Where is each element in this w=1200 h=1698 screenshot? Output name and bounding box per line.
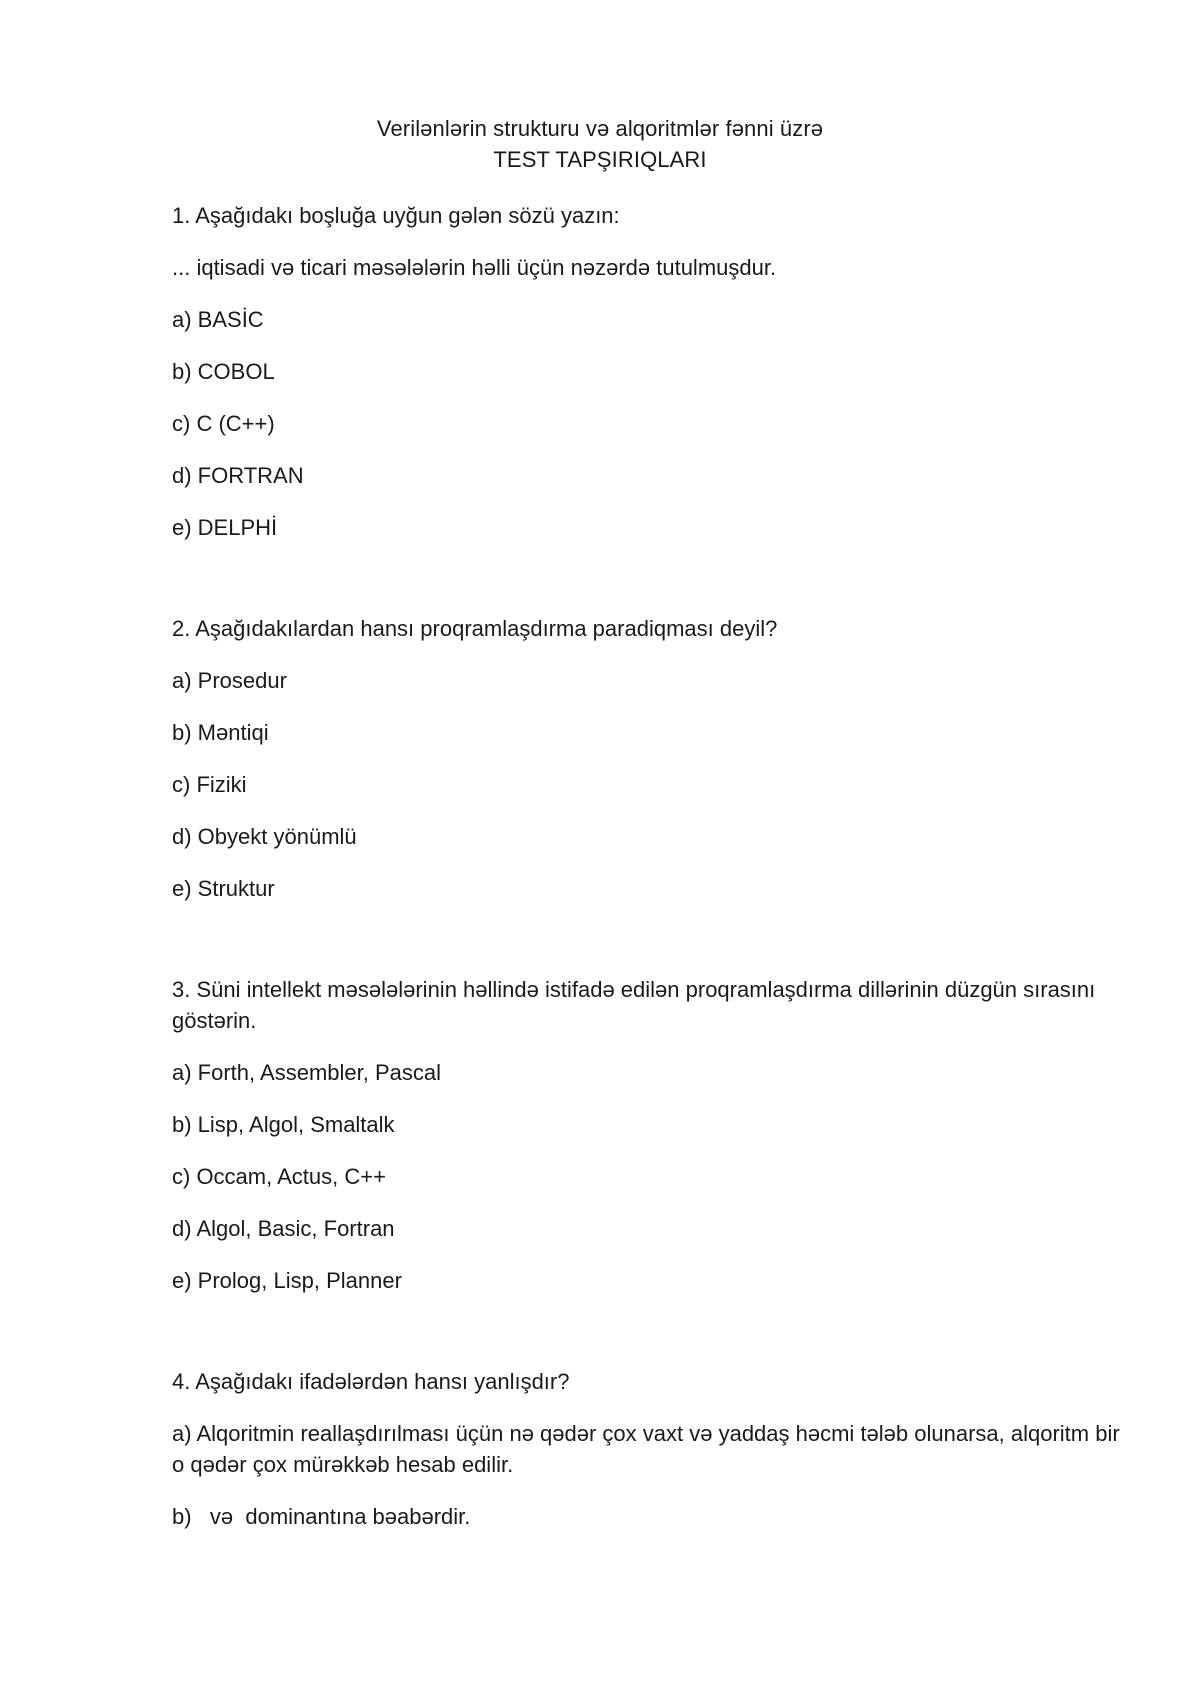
- document-title: Verilənlərin strukturu və alqoritmlər fənni üzrə: [376, 116, 824, 141]
- answer-option: c) Fiziki: [172, 772, 247, 797]
- answer-option: d) FORTRAN: [172, 463, 304, 488]
- answer-option: b) və dominantına bəabərdir.: [172, 1504, 471, 1529]
- question-text: 1. Aşağıdakı boşluğa uyğun gələn sözü yazın:: [172, 203, 620, 228]
- answer-option: a) Forth, Assembler, Pascal: [172, 1060, 441, 1085]
- answer-option: e) DELPHİ: [172, 515, 278, 540]
- answer-option: c) C (C++): [172, 411, 275, 436]
- question-text: 4. Aşağıdakı ifadələrdən hansı yanlışdır?: [172, 1369, 570, 1394]
- answer-option: a) Alqoritmin reallaşdırılması üçün nə qədər çox vaxt və yaddaş həcmi tələb olunarsa, alqoritm bir o qədər çox mürəkkəb hesab edilir.: [172, 1421, 1120, 1477]
- answer-option: b) Məntiqi: [172, 720, 269, 745]
- answer-option: b) Lisp, Algol, Smaltalk: [172, 1112, 395, 1137]
- answer-option: a) Prosedur: [172, 668, 287, 693]
- answer-option: e) Prolog, Lisp, Planner: [172, 1268, 402, 1293]
- answer-option: e) Struktur: [172, 876, 275, 901]
- question-block-3: [172, 974, 1132, 1296]
- question-block-1: [172, 200, 1132, 543]
- spacer: [172, 564, 1132, 613]
- test-content: [172, 200, 1132, 1553]
- question-text: 3. Süni intellekt məsələlərinin həllində istifadə edilən proqramlaşdırma dillərinin düzgün sırasını göstərin.: [172, 977, 1096, 1033]
- spacer: [172, 925, 1132, 974]
- answer-option: c) Occam, Actus, C++: [172, 1164, 386, 1189]
- answer-option: b) COBOL: [172, 359, 275, 384]
- question-block-2: [172, 613, 1132, 904]
- document-header: [0, 113, 1200, 175]
- document-subtitle: TEST TAPŞIRIQLARI: [493, 147, 707, 172]
- answer-option: d) Obyekt yönümlü: [172, 824, 357, 849]
- spacer: [172, 1317, 1132, 1366]
- answer-option: d) Algol, Basic, Fortran: [172, 1216, 395, 1241]
- question-subtext: ... iqtisadi və ticari məsələlərin həlli üçün nəzərdə tutulmuşdur.: [172, 255, 777, 280]
- question-text: 2. Aşağıdakılardan hansı proqramlaşdırma paradiqması deyil?: [172, 616, 778, 641]
- question-block-4: [172, 1366, 1132, 1532]
- answer-option: a) BASİC: [172, 307, 264, 332]
